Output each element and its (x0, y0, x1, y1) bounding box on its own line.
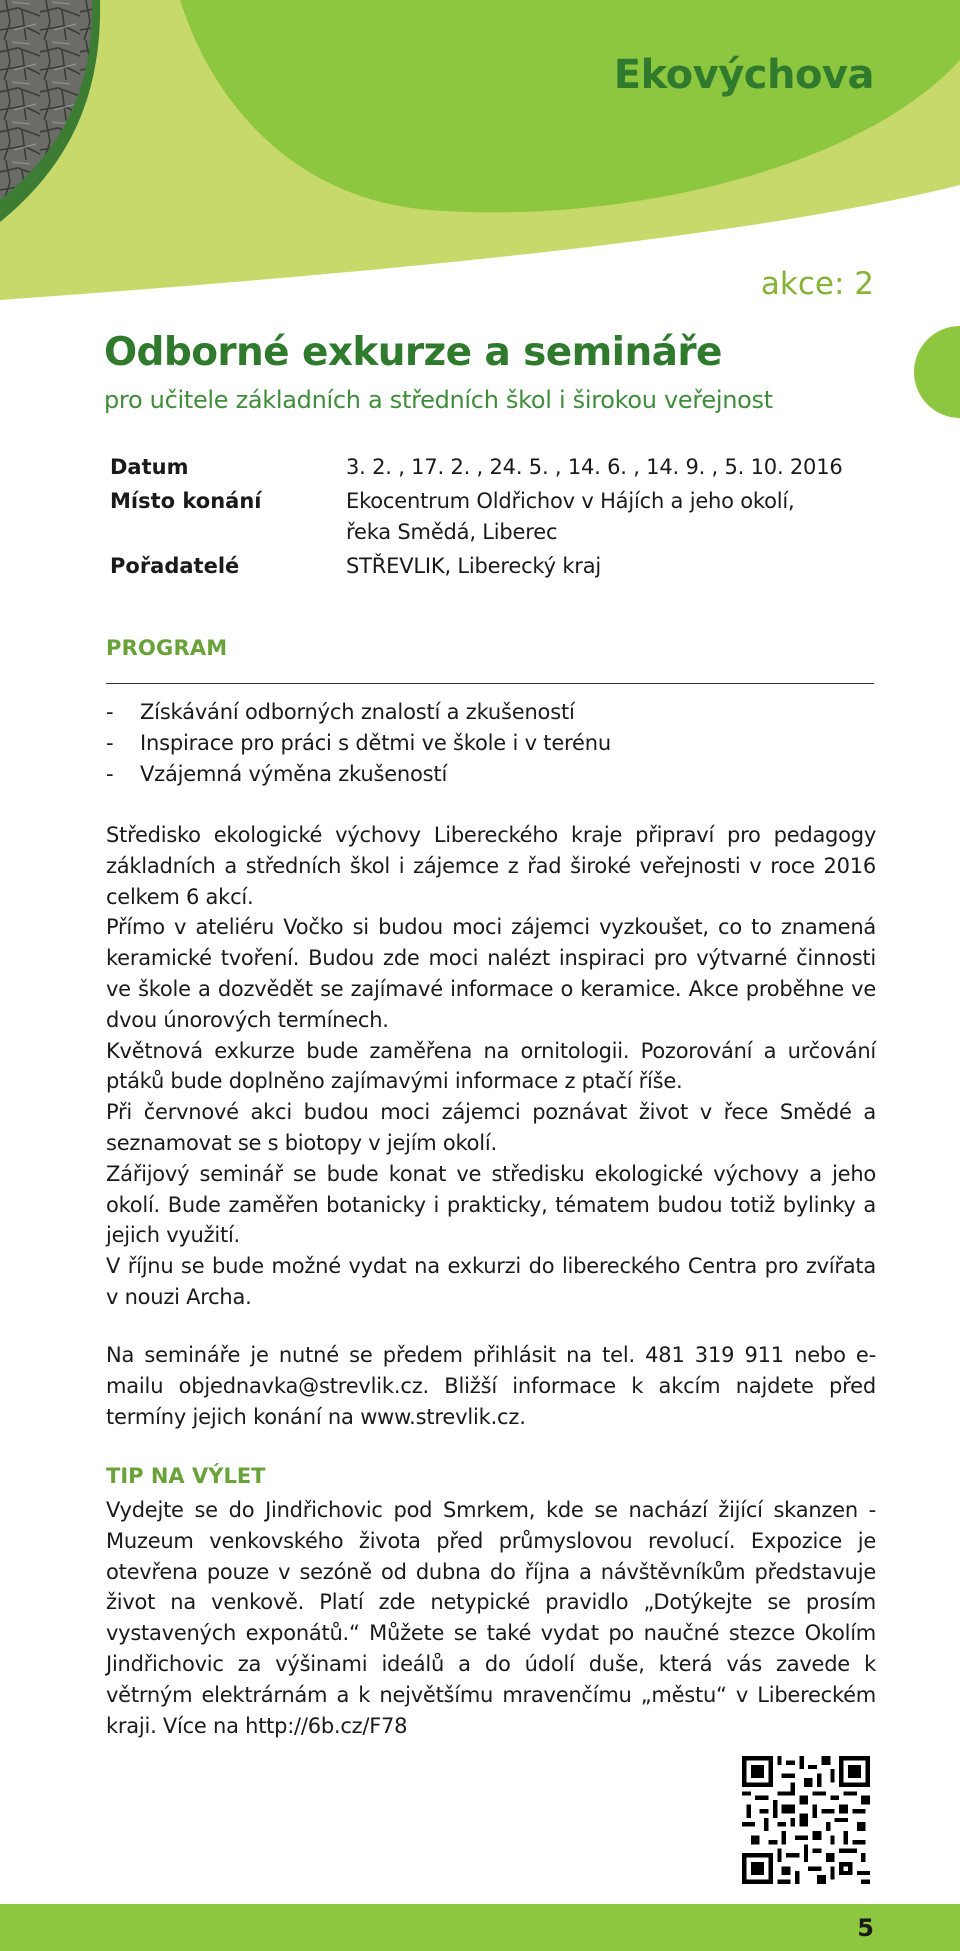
page-number: 5 (857, 1914, 874, 1942)
program-list (106, 697, 611, 790)
date-value: 3. 2. , 17. 2. , 24. 5. , 14. 6. , 14. 9. , 5. 10. 2016 (346, 455, 843, 479)
paragraph: V říjnu se bude možné vydat na exkurzi do libereckého Centra pro zvířata v nouzi Archa. (106, 1254, 876, 1309)
info-row-date (110, 452, 870, 483)
location-line-2: řeka Smědá, Liberec (346, 520, 558, 544)
list-item: - Získávání odborných znalostí a zkušeností (106, 700, 575, 724)
paragraph: Zářijový seminář se bude konat ve středisku ekologické výchovy a jeho okolí. Bude zaměřen botanicky i prakticky, tématem budou totiž bylinky a jejich využití. (106, 1161, 876, 1248)
info-row-organizers (110, 551, 870, 582)
list-item: - Inspirace pro práci s dětmi ve škole i v terénu (106, 731, 611, 755)
location-label: Místo konání (110, 489, 262, 513)
tip-text: Vydejte se do Jindřichovic pod Smrkem, kde se nachází žijící skanzen - Muzeum venkovského života před průmyslovou revolucí. Expozice je otevřena pouze v sezóně od dubna do října a návštěvníkům představuje život na venkově. Platí zde netypické pravidlo „Dotýkejte se prosím vystavených exponátů.“ Můžete se také vydat po naučné stezce Okolím Jindřichovic za výšinami ideálů a do údolí duše, která vás zavede k větrným elektrárnám a k největšímu mravenčímu „městu“ v Libereckém kraji. Více na http://6b.cz/F78 (106, 1498, 876, 1738)
paragraph: Středisko ekologické výchovy Libereckého kraje připraví pro pedagogy základních a středních škol i zájemce z řad široké veřejnosti v roce 2016 celkem 6 akcí. (106, 823, 876, 909)
page-subtitle: pro učitele základních a středních škol i širokou veřejnost (104, 386, 773, 414)
paragraph: Přímo v ateliéru Vočko si budou moci zájemci vyzkoušet, co to znamená keramické tvoření. Budou zde moci nalézt inspiraci pro výtvarné činnosti ve škole a dozvědět se zajímavé informace o keramice. Akce proběhne ve dvou únorových termínech. (106, 915, 876, 1032)
page-title: Odborné exkurze a semináře (104, 330, 722, 375)
event-count: akce: 2 (760, 266, 874, 302)
contact-paragraph: Na semináře je nutné se předem přihlásit na tel. 481 319 911 nebo e-mailu objednavka@strevlik.cz. Bližší informace k akcím najdete před termíny jejich konání na www.strevlik.cz. (106, 1343, 876, 1429)
organizers-value: STŘEVLIK, Liberecký kraj (346, 554, 602, 578)
event-info (110, 452, 870, 585)
location-value (346, 486, 870, 548)
tip-heading: TIP NA VÝLET (106, 1464, 266, 1488)
side-tab (914, 326, 960, 418)
body-text (106, 820, 876, 1313)
paragraph: Květnová exkurze bude zaměřena na ornitologii. Pozorování a určování ptáků bude doplněno zajímavými informace z ptačí říše. (106, 1038, 876, 1094)
program-heading: PROGRAM (106, 636, 228, 660)
footer-bar (0, 1904, 960, 1951)
organizers-label: Pořadatelé (110, 554, 240, 578)
info-row-location (110, 486, 870, 548)
divider (106, 683, 874, 684)
section-title: Ekovýchova (613, 52, 874, 98)
date-label: Datum (110, 455, 189, 479)
paragraph: Při červnové akci budou moci zájemci poznávat život v řece Smědé a seznamovat se s biotopy v jejím okolí. (106, 1100, 876, 1155)
list-item: - Vzájemná výměna zkušeností (106, 762, 448, 786)
location-line-1: Ekocentrum Oldřichov v Hájích a jeho okolí, (346, 489, 795, 513)
qr-code[interactable] (742, 1756, 870, 1884)
